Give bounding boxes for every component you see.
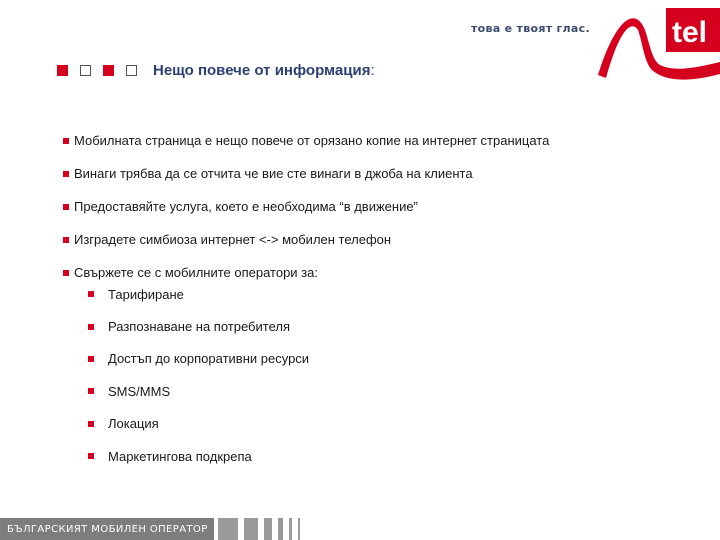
bullet-icon	[63, 270, 69, 276]
list-item	[63, 124, 549, 157]
sub-bullet-text: Локация	[108, 416, 159, 432]
sub-list-item	[88, 278, 309, 310]
bullet-icon	[88, 356, 94, 362]
sub-bullet-text: Тарифиране	[108, 286, 184, 302]
bullet-icon	[88, 324, 94, 330]
square-outline-icon	[126, 65, 137, 76]
footer-stripe	[298, 518, 300, 540]
footer-stripe	[278, 518, 283, 540]
bullet-list	[63, 124, 549, 289]
page-title: Нещо повече от информация	[153, 62, 371, 79]
square-icon	[103, 65, 114, 76]
sub-bullet-text: Маркетингова подкрепа	[108, 448, 252, 464]
title-row	[57, 62, 375, 79]
sub-list-item	[88, 375, 309, 407]
square-icon	[57, 65, 68, 76]
logo-text: tel	[672, 16, 708, 49]
bullet-icon	[88, 291, 94, 297]
bullet-text: Свържете се с мобилните оператори за:	[74, 265, 318, 280]
footer-stripe	[244, 518, 258, 540]
footer	[0, 518, 720, 540]
footer-label: БЪЛГАРСКИЯТ МОБИЛЕН ОПЕРАТОР	[0, 518, 214, 540]
footer-stripe	[289, 518, 292, 540]
footer-stripe	[264, 518, 272, 540]
list-item	[63, 157, 549, 190]
title-colon: :	[370, 62, 375, 79]
mtel-logo	[520, 0, 720, 80]
bullet-text: Предоставяйте услуга, което е необходима “в движение”	[74, 199, 418, 214]
sub-list-item	[88, 310, 309, 342]
tagline: това е твоят глас.	[471, 22, 590, 35]
sub-bullet-text: Достъп до корпоративни ресурси	[108, 351, 310, 367]
bullet-icon	[63, 138, 69, 144]
bullet-icon	[88, 388, 94, 394]
list-item	[63, 223, 549, 256]
bullet-text: Винаги трябва да се отчита че вие сте винаги в джоба на клиента	[74, 166, 473, 181]
sub-bullet-text: SMS/MMS	[108, 383, 171, 399]
bullet-text: Мобилната страница е нещо повече от орязано копие на интернет страницата	[74, 133, 550, 148]
sub-list-item	[88, 343, 309, 375]
sub-bullet-text: Разпознаване на потребителя	[108, 319, 290, 335]
bullet-text: Изградете симбиоза интернет <-> мобилен телефон	[74, 232, 392, 247]
square-outline-icon	[80, 65, 91, 76]
footer-stripe	[218, 518, 238, 540]
bullet-icon	[63, 237, 69, 243]
bullet-icon	[88, 453, 94, 459]
sub-bullet-list	[88, 278, 309, 472]
list-item	[63, 190, 549, 223]
bullet-icon	[63, 171, 69, 177]
sub-list-item	[88, 440, 309, 472]
sub-list-item	[88, 408, 309, 440]
bullet-icon	[63, 204, 69, 210]
bullet-icon	[88, 421, 94, 427]
